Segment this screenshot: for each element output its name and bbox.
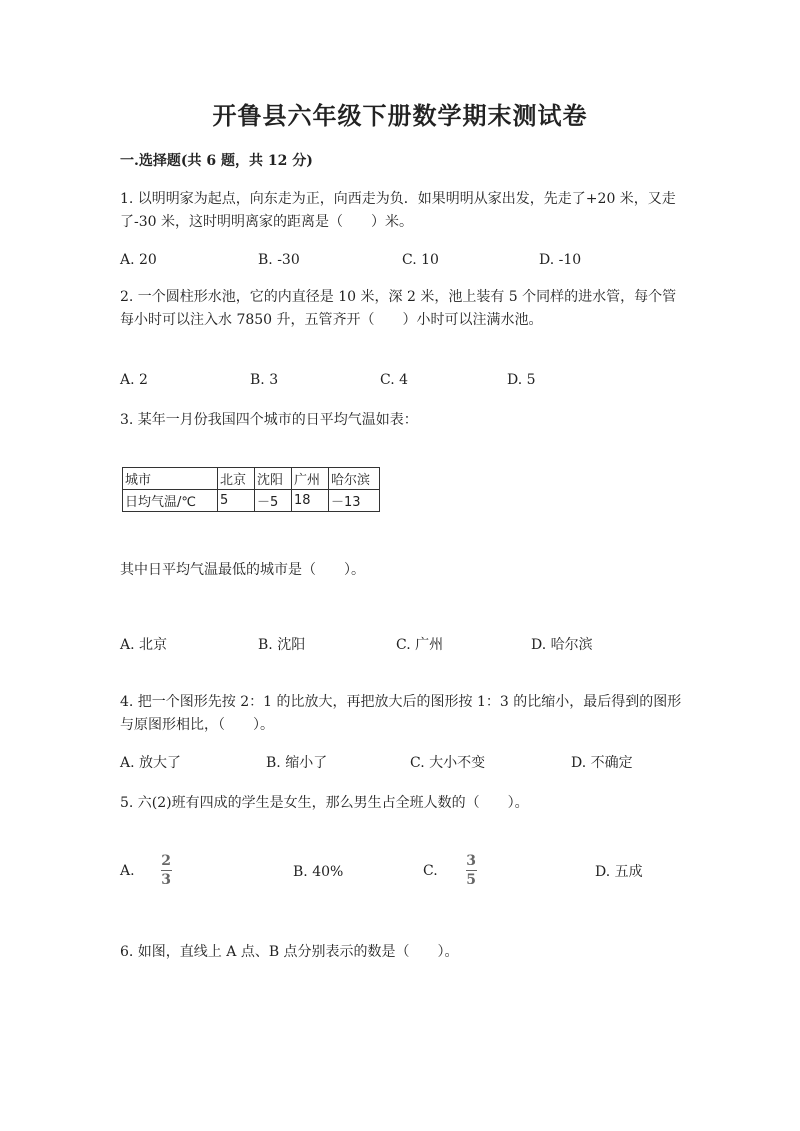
q4-option-c: C. 大小不变	[410, 755, 486, 771]
question-1-options	[120, 249, 690, 271]
q2-option-d: D. 5	[507, 372, 536, 388]
fraction-denominator: 3	[161, 872, 171, 888]
table-row	[123, 468, 380, 490]
q4-option-d: D. 不确定	[571, 755, 633, 771]
q5-option-b: B. 40%	[293, 864, 344, 880]
exam-title: 开鲁县六年级下册数学期末测试卷	[212, 101, 588, 130]
table-cell: －5	[255, 490, 292, 512]
q2-option-c: C. 4	[380, 372, 409, 388]
temperature-table	[122, 467, 380, 512]
table-header-cell: 广州	[292, 468, 329, 490]
q1-option-a: A. 20	[120, 252, 157, 268]
fraction-denominator: 5	[466, 872, 477, 888]
q1-option-d: D. -10	[539, 252, 582, 268]
q3-option-a: A. 北京	[120, 637, 168, 653]
table-cell: 日均气温/℃	[123, 490, 218, 512]
q2-option-b: B. 3	[250, 372, 279, 388]
table-cell: －13	[329, 490, 380, 512]
q1-option-b: B. -30	[258, 252, 300, 268]
table-cell: 18	[292, 490, 329, 512]
q5-option-c-label: C.	[423, 862, 438, 879]
question-4-text: 4. 把一个图形先按 2：1 的比放大，再把放大后的图形按 1：3 的比缩小，最后得到的图形与原图形相比，（ ）。	[120, 694, 682, 733]
q5-option-a	[120, 853, 172, 888]
q1-option-c: C. 10	[402, 252, 439, 268]
question-2-text: 2. 一个圆柱形水池，它的内直径是 10 米，深 2 米，池上装有 5 个同样的进水管，每个管每小时可以注入水 7850 升，五管齐开（ ）小时可以注满水池。	[120, 289, 677, 328]
q4-option-b: B. 缩小了	[266, 755, 328, 771]
question-1-text: 1. 以明明家为起点，向东走为正，向西走为负．如果明明从家出发，先走了+20 米，又走了-30 米，这时明明离家的距离是（ ）米。	[120, 191, 676, 230]
table-row	[123, 490, 380, 512]
question-6-text: 6. 如图，直线上 A 点、B 点分别表示的数是（ ）。	[120, 944, 459, 960]
section-heading: 一.选择题(共 6 题，共 12 分)	[120, 153, 313, 169]
table-header-cell: 哈尔滨	[329, 468, 380, 490]
q5-option-a-label: A.	[120, 862, 135, 879]
table-cell: 5	[218, 490, 255, 512]
question-3-options	[120, 634, 690, 656]
fraction-numerator: 3	[466, 853, 477, 869]
q2-option-a: A. 2	[120, 372, 148, 388]
question-3-followup: 其中日平均气温最低的城市是（ ）。	[120, 562, 365, 578]
q5-option-a-fraction	[161, 853, 172, 888]
q5-option-d: D. 五成	[595, 864, 643, 880]
q3-option-d: D. 哈尔滨	[531, 637, 593, 653]
q3-option-c: C. 广州	[396, 637, 444, 653]
fraction-numerator: 2	[161, 853, 171, 869]
fraction-bar	[161, 870, 172, 871]
question-2-options	[120, 369, 690, 391]
fraction-bar	[466, 870, 477, 871]
q4-option-a: A. 放大了	[120, 755, 182, 771]
question-5-text: 5. 六(2)班有四成的学生是女生，那么男生占全班人数的（ ）。	[120, 795, 529, 811]
question-3-text: 3. 某年一月份我国四个城市的日平均气温如表：	[120, 412, 418, 428]
q3-option-b: B. 沈阳	[258, 637, 306, 653]
q5-option-c	[423, 853, 477, 888]
question-5-options	[120, 853, 690, 888]
table-header-cell: 城市	[123, 468, 218, 490]
table-header-cell: 沈阳	[255, 468, 292, 490]
q5-option-c-fraction	[466, 853, 477, 888]
table-header-cell: 北京	[218, 468, 255, 490]
question-4-options	[120, 752, 690, 774]
